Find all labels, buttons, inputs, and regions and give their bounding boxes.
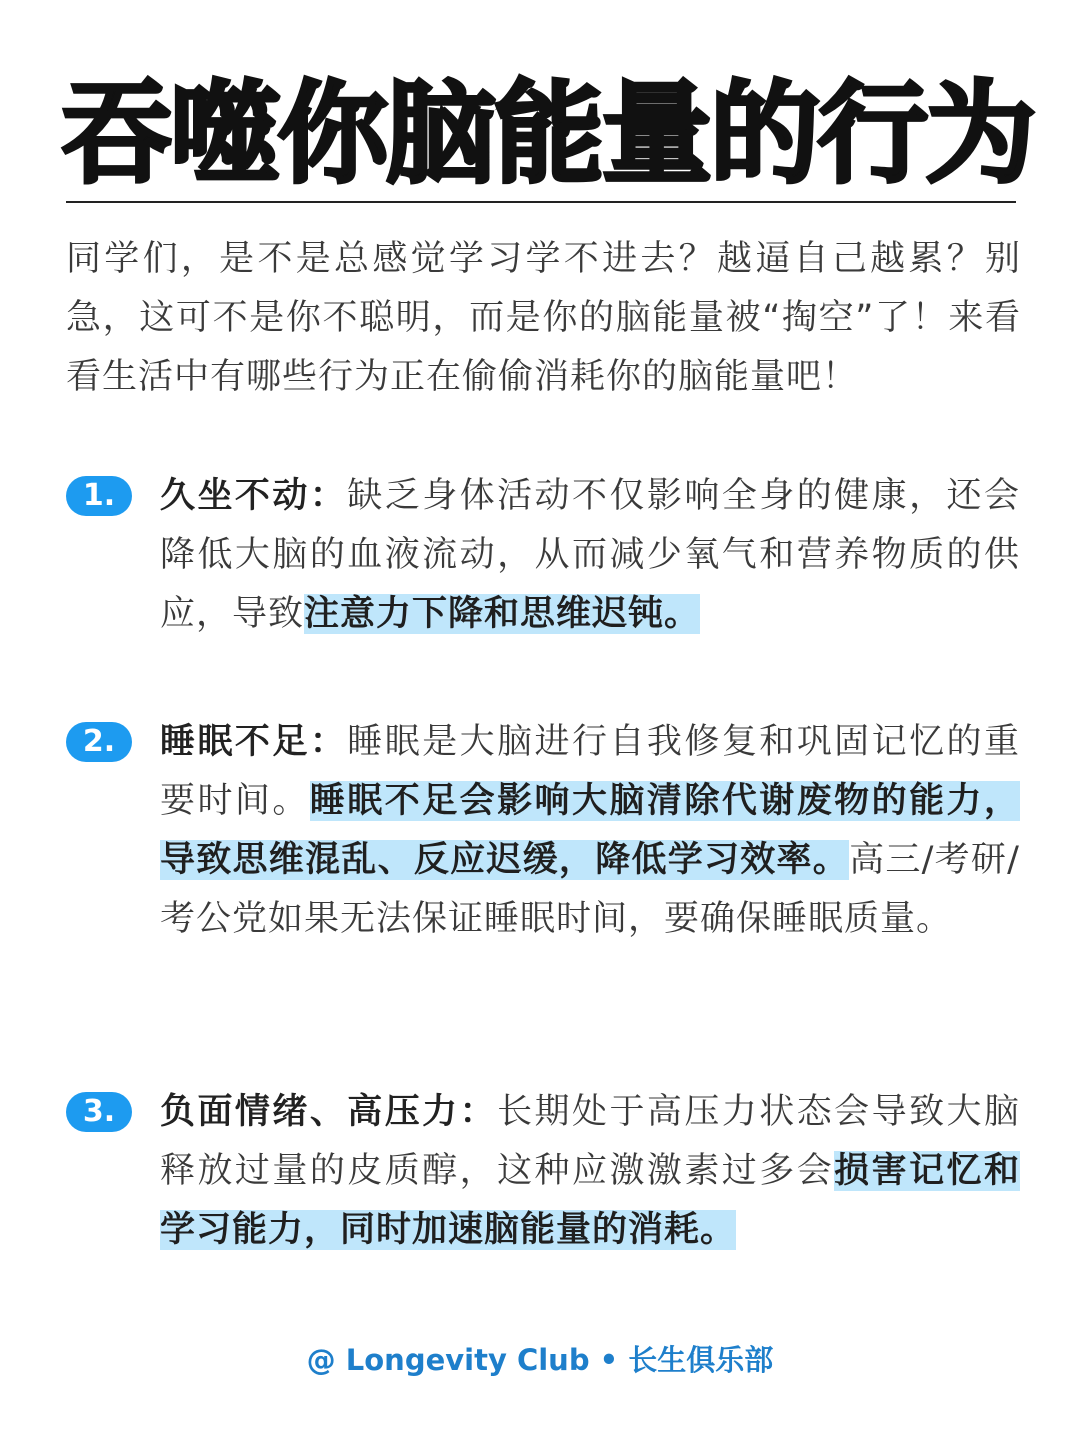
item-highlight: 注意力下降和思维迟钝。 [304, 594, 701, 634]
item-text [160, 713, 1020, 949]
item-title: 睡眠不足： [160, 722, 348, 762]
footer-credit: @ Longevity Club • 长生俱乐部 [306, 1343, 774, 1377]
item-body: 睡眠是大脑进行自我修复和巩固记忆的重要时间。 [160, 722, 1020, 821]
item-text [160, 467, 1020, 644]
item-body: 缺乏身体活动不仅影响全身的健康，还会降低大脑的血液流动，从而减少氧气和营养物质的供应，导致 [160, 476, 1020, 634]
item-body: 长期处于高压力状态会导致大脑释放过量的皮质醇，这种应激激素过多会 [160, 1092, 1020, 1191]
number-badge: 1. [66, 476, 132, 516]
title-divider [66, 201, 1016, 203]
item-highlight: 损害记忆和学习能力，同时加速脑能量的消耗。 [160, 1151, 1020, 1250]
item-title: 久坐不动： [160, 476, 348, 516]
item-text [160, 1083, 1020, 1260]
item-after: 高三/考研/考公党如果无法保证睡眠时间，要确保睡眠质量。 [160, 840, 1020, 939]
intro-paragraph: 同学们，是不是总感觉学习学不进去？越逼自己越累？别急，这可不是你不聪明，而是你的脑能量被“掏空”了！来看看生活中有哪些行为正在偷偷消耗你的脑能量吧！ [66, 239, 1021, 397]
item-highlight: 睡眠不足会影响大脑清除代谢废物的能力，导致思维混乱、反应迟缓，降低学习效率。 [160, 781, 1020, 880]
item-title: 负面情绪、高压力： [160, 1092, 498, 1132]
page-title: 吞噬你脑能量的行为 [62, 70, 1034, 198]
number-badge: 2. [66, 722, 132, 762]
number-badge: 3. [66, 1092, 132, 1132]
